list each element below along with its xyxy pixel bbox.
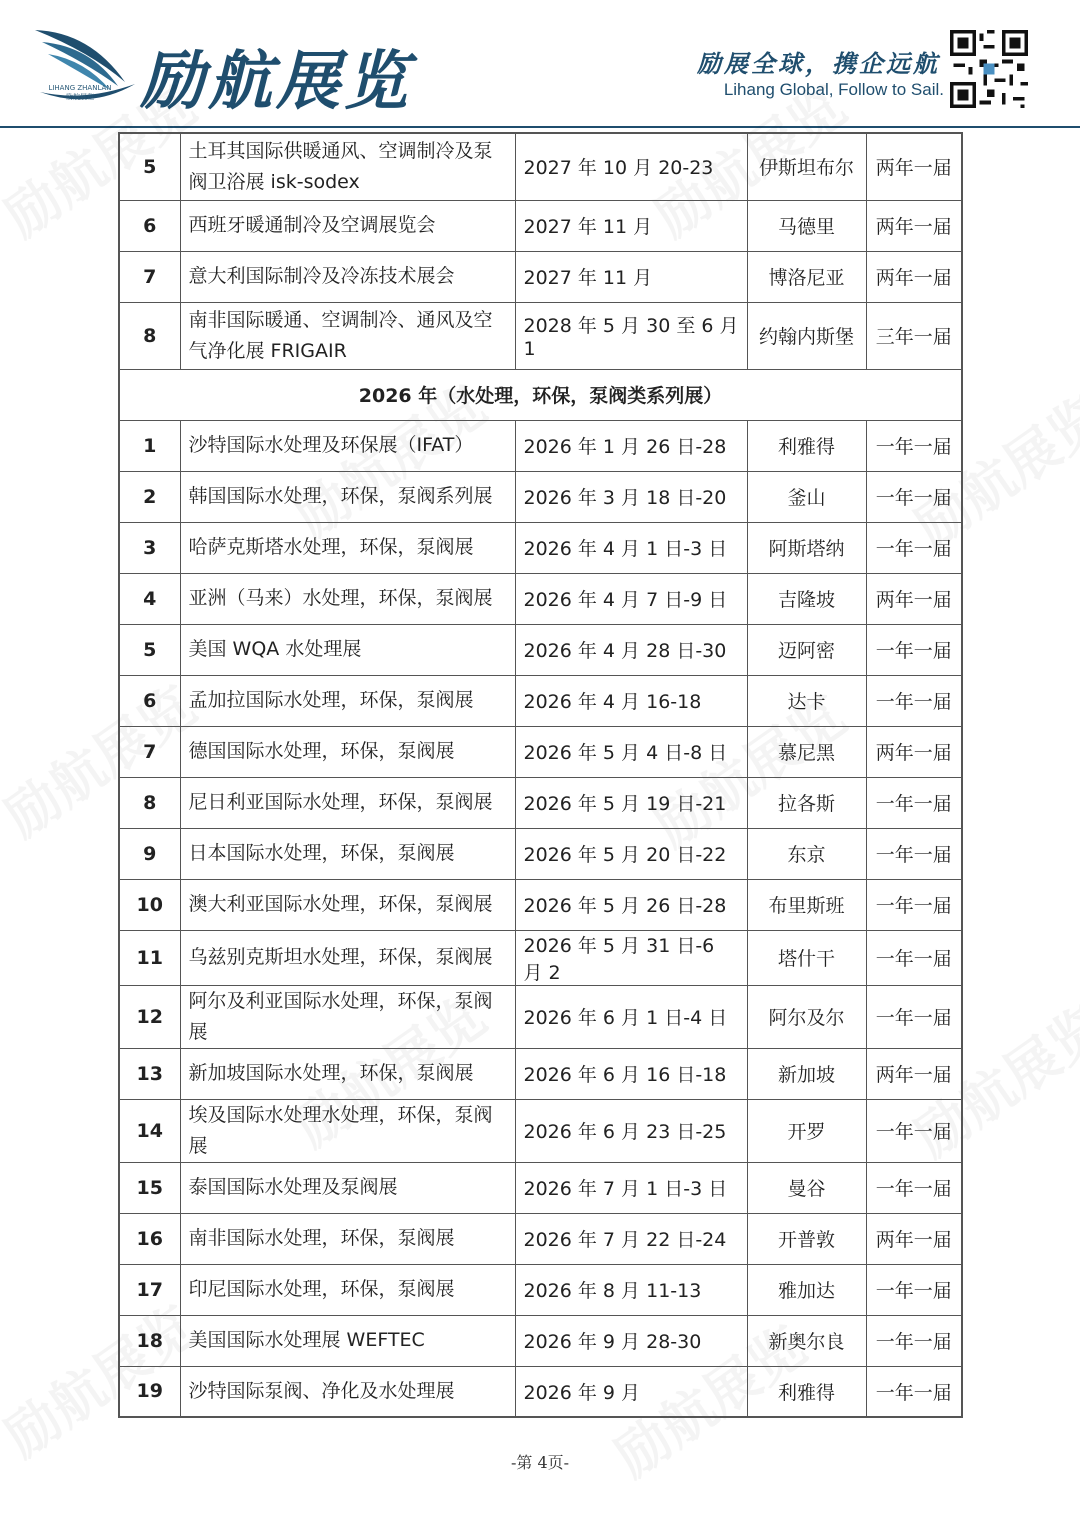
exhibition-frequency: 一年一届	[866, 1099, 962, 1162]
exhibition-frequency: 两年一届	[866, 200, 962, 251]
exhibition-name: 埃及国际水处理水处理，环保，泵阀展	[180, 1099, 515, 1162]
exhibition-date: 2026 年 4 月 16-18	[515, 675, 747, 726]
exhibition-name: 泰国国际水处理及泵阀展	[180, 1162, 515, 1213]
exhibition-city: 阿尔及尔	[747, 985, 866, 1048]
row-number: 13	[119, 1048, 180, 1099]
exhibition-table	[118, 132, 963, 1418]
exhibition-date: 2026 年 4 月 7 日-9 日	[515, 573, 747, 624]
exhibition-date: 2027 年 11 月	[515, 200, 747, 251]
exhibition-city: 雅加达	[747, 1264, 866, 1315]
exhibition-city: 拉各斯	[747, 777, 866, 828]
exhibition-date: 2027 年 11 月	[515, 251, 747, 302]
row-number: 8	[119, 302, 180, 369]
table-row	[119, 522, 962, 573]
exhibition-name: 哈萨克斯塔水处理，环保，泵阀展	[180, 522, 515, 573]
slogan-cn: 励展全球，携企远航	[697, 49, 940, 78]
exhibition-name: 美国 WQA 水处理展	[180, 624, 515, 675]
table-row	[119, 1315, 962, 1366]
row-number: 1	[119, 420, 180, 471]
row-number: 6	[119, 200, 180, 251]
row-number: 6	[119, 675, 180, 726]
row-number: 16	[119, 1213, 180, 1264]
table-row	[119, 1048, 962, 1099]
exhibition-city: 布里斯班	[747, 879, 866, 930]
table-row	[119, 1162, 962, 1213]
table-row	[119, 985, 962, 1048]
exhibition-name: 阿尔及利亚国际水处理，环保，泵阀展	[180, 985, 515, 1048]
exhibition-date: 2026 年 5 月 4 日-8 日	[515, 726, 747, 777]
qr-code-icon	[950, 30, 1028, 108]
exhibition-frequency: 一年一届	[866, 777, 962, 828]
exhibition-name: 尼日利亚国际水处理，环保，泵阀展	[180, 777, 515, 828]
exhibition-name: 孟加拉国际水处理，环保，泵阀展	[180, 675, 515, 726]
section-header-row	[119, 369, 962, 420]
exhibition-date: 2026 年 4 月 1 日-3 日	[515, 522, 747, 573]
exhibition-frequency: 一年一届	[866, 879, 962, 930]
exhibition-frequency: 一年一届	[866, 471, 962, 522]
exhibition-city: 开罗	[747, 1099, 866, 1162]
exhibition-date: 2026 年 8 月 11-13	[515, 1264, 747, 1315]
exhibition-frequency: 一年一届	[866, 1315, 962, 1366]
row-number: 5	[119, 133, 180, 200]
exhibition-name: 土耳其国际供暖通风、空调制冷及泵阀卫浴展 isk-sodex	[180, 133, 515, 200]
exhibition-frequency: 一年一届	[866, 1264, 962, 1315]
exhibition-city: 开普敦	[747, 1213, 866, 1264]
exhibition-city: 曼谷	[747, 1162, 866, 1213]
exhibition-name: 新加坡国际水处理，环保，泵阀展	[180, 1048, 515, 1099]
exhibition-city: 达卡	[747, 675, 866, 726]
exhibition-frequency: 一年一届	[866, 624, 962, 675]
exhibition-frequency: 三年一届	[866, 302, 962, 369]
table-row	[119, 133, 962, 200]
exhibition-name: 乌兹别克斯坦水处理，环保，泵阀展	[180, 930, 515, 985]
exhibition-city: 新加坡	[747, 1048, 866, 1099]
exhibition-date: 2026 年 6 月 16 日-18	[515, 1048, 747, 1099]
exhibition-date: 2026 年 3 月 18 日-20	[515, 471, 747, 522]
exhibition-date: 2026 年 7 月 1 日-3 日	[515, 1162, 747, 1213]
header-divider	[0, 126, 1080, 128]
exhibition-name: 南非国际水处理，环保，泵阀展	[180, 1213, 515, 1264]
exhibition-frequency: 两年一届	[866, 133, 962, 200]
logo-small-text	[48, 84, 112, 102]
exhibition-frequency: 一年一届	[866, 522, 962, 573]
exhibition-date: 2026 年 5 月 31 日-6 月 2	[515, 930, 747, 985]
exhibition-frequency: 一年一届	[866, 420, 962, 471]
table-row	[119, 675, 962, 726]
row-number: 3	[119, 522, 180, 573]
exhibition-date: 2026 年 5 月 20 日-22	[515, 828, 747, 879]
exhibition-name: 沙特国际水处理及环保展（IFAT）	[180, 420, 515, 471]
exhibition-name: 澳大利亚国际水处理，环保，泵阀展	[180, 879, 515, 930]
exhibition-date: 2026 年 7 月 22 日-24	[515, 1213, 747, 1264]
exhibition-city: 约翰内斯堡	[747, 302, 866, 369]
exhibition-frequency: 一年一届	[866, 675, 962, 726]
exhibition-date: 2026 年 5 月 26 日-28	[515, 879, 747, 930]
exhibition-name: 日本国际水处理，环保，泵阀展	[180, 828, 515, 879]
row-number: 14	[119, 1099, 180, 1162]
exhibition-city: 利雅得	[747, 1366, 866, 1417]
row-number: 8	[119, 777, 180, 828]
exhibition-city: 慕尼黑	[747, 726, 866, 777]
exhibition-name: 南非国际暖通、空调制冷、通风及空气净化展 FRIGAIR	[180, 302, 515, 369]
exhibition-date: 2026 年 5 月 19 日-21	[515, 777, 747, 828]
exhibition-frequency: 两年一届	[866, 1213, 962, 1264]
row-number: 11	[119, 930, 180, 985]
table-row	[119, 471, 962, 522]
brand-title: 励航展览	[140, 44, 412, 119]
exhibition-frequency: 两年一届	[866, 726, 962, 777]
row-number: 9	[119, 828, 180, 879]
exhibition-name: 印尼国际水处理，环保，泵阀展	[180, 1264, 515, 1315]
exhibition-frequency: 两年一届	[866, 573, 962, 624]
table-row	[119, 879, 962, 930]
exhibition-name: 亚洲（马来）水处理，环保，泵阀展	[180, 573, 515, 624]
slogan-en: Lihang Global, Follow to Sail.	[723, 80, 944, 99]
exhibition-date: 2026 年 6 月 23 日-25	[515, 1099, 747, 1162]
logo-small-cn: 励航展览	[66, 93, 94, 101]
exhibition-city: 迈阿密	[747, 624, 866, 675]
exhibition-city: 马德里	[747, 200, 866, 251]
exhibition-date: 2026 年 4 月 28 日-30	[515, 624, 747, 675]
table-row	[119, 251, 962, 302]
exhibition-frequency: 两年一届	[866, 251, 962, 302]
table-row	[119, 1366, 962, 1417]
exhibition-city: 吉隆坡	[747, 573, 866, 624]
row-number: 7	[119, 726, 180, 777]
exhibition-city: 阿斯塔纳	[747, 522, 866, 573]
table-row	[119, 420, 962, 471]
table-row	[119, 1099, 962, 1162]
exhibition-date: 2026 年 6 月 1 日-4 日	[515, 985, 747, 1048]
row-number: 18	[119, 1315, 180, 1366]
table-row	[119, 930, 962, 985]
exhibition-date: 2026 年 9 月	[515, 1366, 747, 1417]
table-row	[119, 624, 962, 675]
section-title: 2026 年（水处理，环保，泵阀类系列展）	[119, 369, 962, 420]
logo-small-en: LIHANG ZHANLAN	[48, 84, 112, 92]
table-row	[119, 726, 962, 777]
row-number: 17	[119, 1264, 180, 1315]
row-number: 12	[119, 985, 180, 1048]
table-row	[119, 573, 962, 624]
row-number: 15	[119, 1162, 180, 1213]
row-number: 5	[119, 624, 180, 675]
page-number: -第 4页-	[510, 1453, 570, 1472]
row-number: 10	[119, 879, 180, 930]
row-number: 4	[119, 573, 180, 624]
table-row	[119, 200, 962, 251]
exhibition-frequency: 一年一届	[866, 828, 962, 879]
exhibition-city: 伊斯坦布尔	[747, 133, 866, 200]
exhibition-city: 新奥尔良	[747, 1315, 866, 1366]
table-row	[119, 302, 962, 369]
exhibition-frequency: 一年一届	[866, 1162, 962, 1213]
exhibition-city: 博洛尼亚	[747, 251, 866, 302]
exhibition-frequency: 一年一届	[866, 1366, 962, 1417]
exhibition-city: 釜山	[747, 471, 866, 522]
table-row	[119, 1264, 962, 1315]
exhibition-name: 美国国际水处理展 WEFTEC	[180, 1315, 515, 1366]
table-row	[119, 828, 962, 879]
exhibition-frequency: 一年一届	[866, 930, 962, 985]
exhibition-date: 2028 年 5 月 30 至 6 月 1	[515, 302, 747, 369]
row-number: 2	[119, 471, 180, 522]
exhibition-name: 西班牙暖通制冷及空调展览会	[180, 200, 515, 251]
exhibition-frequency: 两年一届	[866, 1048, 962, 1099]
exhibition-name: 意大利国际制冷及冷冻技术展会	[180, 251, 515, 302]
table-row	[119, 1213, 962, 1264]
exhibition-name: 韩国国际水处理，环保，泵阀系列展	[180, 471, 515, 522]
exhibition-city: 东京	[747, 828, 866, 879]
table-row	[119, 777, 962, 828]
exhibition-name: 沙特国际泵阀、净化及水处理展	[180, 1366, 515, 1417]
exhibition-city: 塔什干	[747, 930, 866, 985]
exhibition-date: 2027 年 10 月 20-23	[515, 133, 747, 200]
exhibition-frequency: 一年一届	[866, 985, 962, 1048]
exhibition-city: 利雅得	[747, 420, 866, 471]
page-header	[0, 0, 1080, 130]
row-number: 7	[119, 251, 180, 302]
exhibition-date: 2026 年 1 月 26 日-28	[515, 420, 747, 471]
exhibition-name: 德国国际水处理，环保，泵阀展	[180, 726, 515, 777]
exhibition-date: 2026 年 9 月 28-30	[515, 1315, 747, 1366]
row-number: 19	[119, 1366, 180, 1417]
